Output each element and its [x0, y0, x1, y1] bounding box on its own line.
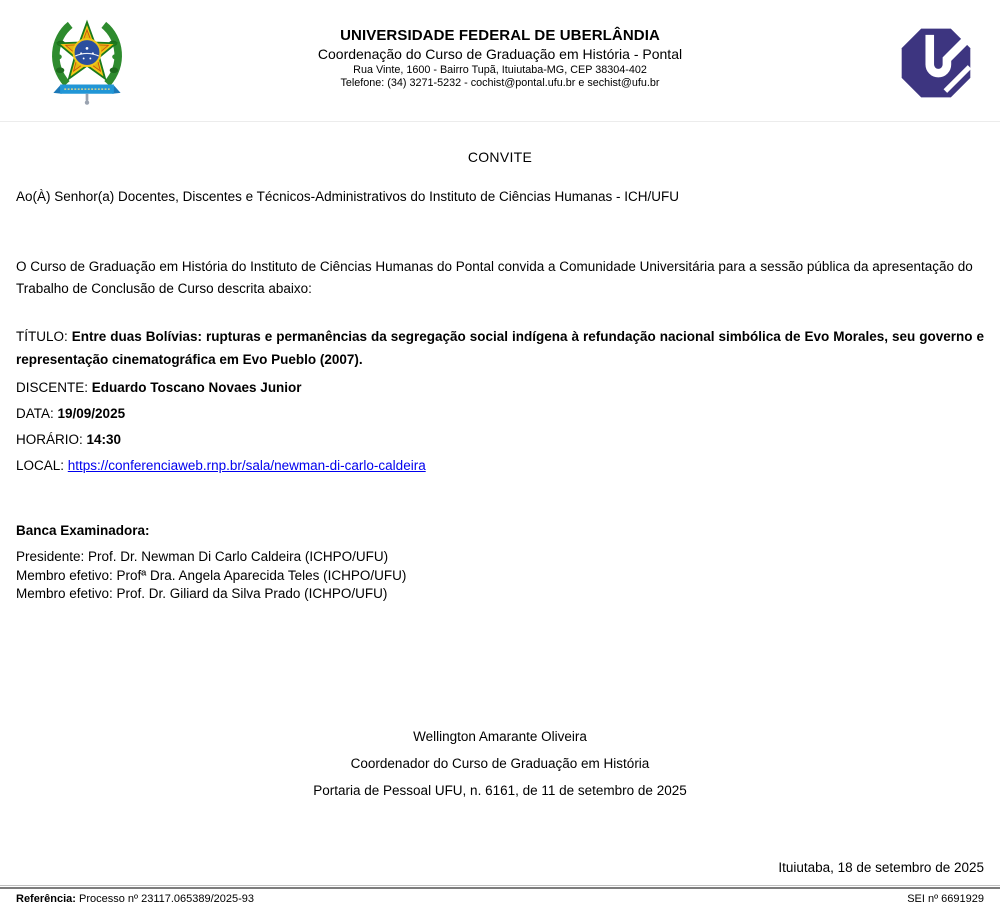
local-label: LOCAL:	[16, 458, 68, 473]
titulo-line	[16, 326, 984, 371]
discente-label: DISCENTE:	[16, 380, 92, 395]
titulo-label: TÍTULO:	[16, 329, 72, 344]
horario-label: HORÁRIO:	[16, 432, 87, 447]
header-divider	[0, 121, 1000, 122]
banca-member-presidente: Presidente: Prof. Dr. Newman Di Carlo Caldeira (ICHPO/UFU)	[16, 549, 389, 564]
signer-name: Wellington Amarante Oliveira	[413, 729, 587, 744]
horario-value: 14:30	[86, 432, 122, 447]
document-title: CONVITE	[467, 149, 533, 165]
banca-list	[16, 548, 984, 604]
titulo-value: Entre duas Bolívias: rupturas e permanências da segregação social indígena à refundação nacional simbólica de Evo Morales, seu governo e representação cinematográfica em Evo Pueblo (2007).	[16, 329, 984, 367]
intro-paragraph: O Curso de Graduação em História do Instituto de Ciências Humanas do Pontal convida a Comunidade Universitária para a sessão pública da apresentação do Trabalho de Conclusão de Curso descrita abaixo:	[16, 259, 973, 296]
signer-portaria: Portaria de Pessoal UFU, n. 6161, de 11 de setembro de 2025	[313, 783, 687, 798]
sei-number: SEI nº 6691929	[907, 893, 984, 905]
footer-divider-dark	[0, 887, 1000, 889]
data-value: 19/09/2025	[57, 406, 126, 421]
brazil-coat-of-arms-icon	[45, 10, 129, 112]
reference-value: Processo nº 23117.065389/2025-93	[75, 893, 255, 905]
university-name: UNIVERSIDADE FEDERAL DE UBERLÂNDIA	[340, 27, 660, 44]
header-text-block	[150, 27, 850, 90]
banca-heading: Banca Examinadora:	[16, 523, 150, 538]
ufu-logo-icon	[897, 24, 975, 102]
document-header	[0, 0, 1000, 122]
address-line: Rua Vinte, 1600 - Bairro Tupã, Ituiutaba-MG, CEP 38304-402	[353, 64, 647, 76]
signer-role: Coordenador do Curso de Graduação em História	[350, 756, 650, 771]
banca-member-efetivo-2: Membro efetivo: Prof. Dr. Giliard da Silva Prado (ICHPO/UFU)	[16, 586, 388, 602]
banca-member-efetivo-1: Membro efetivo: Profª Dra. Angela Aparecida Teles (ICHPO/UFU)	[16, 567, 407, 583]
phone-line: Telefone: (34) 3271-5232 - cochist@pontal.ufu.br e sechist@ufu.br	[340, 77, 660, 89]
department-name: Coordenação do Curso de Graduação em História - Pontal	[317, 46, 683, 62]
footer-row	[16, 893, 984, 905]
horario-line	[16, 432, 984, 447]
place-date-line: Ituiutaba, 18 de setembro de 2025	[778, 860, 984, 875]
footer-divider-light	[0, 885, 1000, 886]
reference-label: Referência:	[16, 893, 76, 905]
discente-line	[16, 380, 984, 395]
addressee-line: Ao(À) Senhor(a) Docentes, Discentes e Técnicos-Administrativos do Instituto de Ciências Humanas - ICH/UFU	[16, 189, 680, 204]
data-line	[16, 406, 984, 421]
local-line	[16, 458, 984, 473]
reference-text	[16, 893, 254, 905]
data-label: DATA:	[16, 406, 58, 421]
discente-value: Eduardo Toscano Novaes Junior	[91, 380, 302, 395]
meeting-room-link[interactable]: https://conferenciaweb.rnp.br/sala/newman-di-carlo-caldeira	[67, 458, 426, 473]
